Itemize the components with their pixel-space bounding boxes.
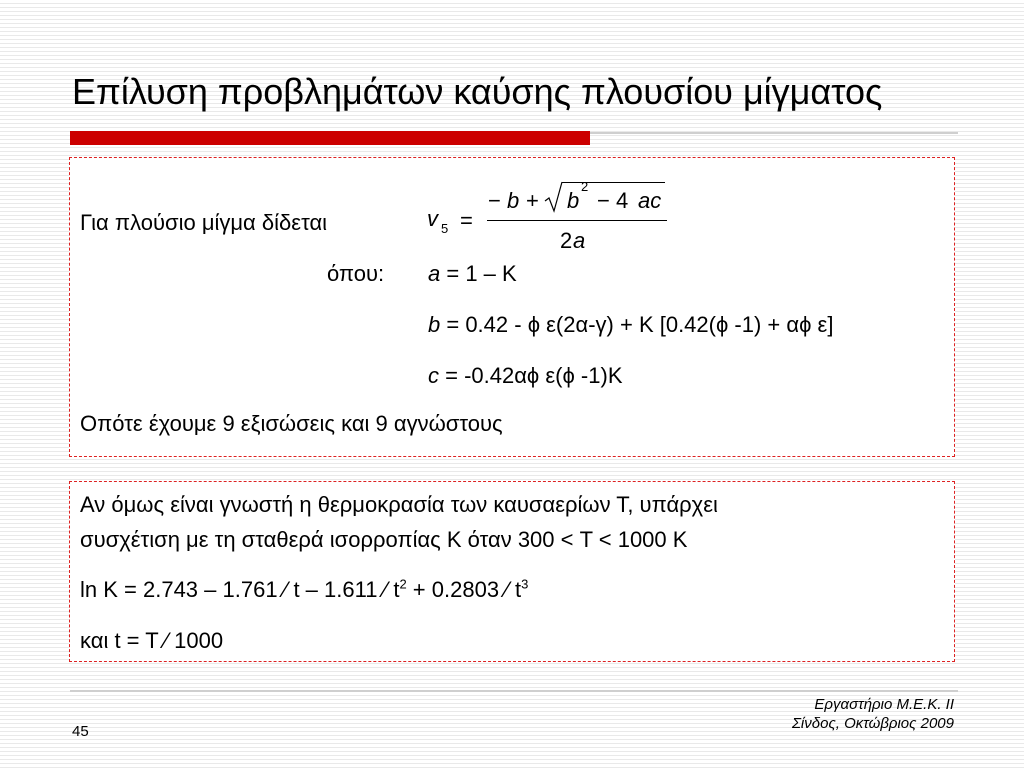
eq-num-ac: ac [638, 188, 662, 213]
eq-num-minus-4: − 4 [597, 188, 629, 213]
temp-line-1: Αν όμως είναι γνωστή η θερμοκρασία των καυσαερίων Τ, υπάρχει [80, 492, 718, 517]
eq-num-minus: − [488, 188, 501, 213]
footer-place-date: Σίνδος, Οκτώβριος 2009 [791, 714, 954, 732]
equation-box [69, 157, 955, 457]
title-accent-bar [70, 131, 590, 145]
footer-rule [70, 690, 958, 692]
intro-text: Για πλούσιο μίγμα δίδεται [80, 210, 328, 235]
where-label: όπου: [327, 261, 385, 286]
eq-den-a: a [573, 228, 586, 253]
eq-num-plus: + [526, 188, 539, 213]
line-a: a = 1 – K [428, 261, 517, 286]
eq-num-sup2: 2 [581, 179, 589, 194]
fraction-bar [487, 220, 667, 221]
slide-title: Επίλυση προβλημάτων καύσης πλουσίου μίγματος [72, 71, 883, 112]
eq-num-b: b [507, 188, 520, 213]
eq-num-b2: b [567, 188, 580, 213]
eq-v-subscript: 5 [441, 221, 449, 236]
temp-line-2: συσχέτιση με τη σταθερά ισορροπίας Κ όταν 300 < T < 1000 K [80, 527, 688, 552]
sqrt-sign-icon [544, 180, 564, 214]
eq-equals: = [460, 208, 473, 233]
line-c: c = -0.42αϕ ε(ϕ -1)K [428, 363, 623, 388]
ln-k-equation: ln K = 2.743 – 1.761 ⁄ t – 1.611 ⁄ $t^2 + 0.2803$ ⁄ $t^3$ [80, 576, 529, 602]
conclusion-text: Οπότε έχουμε 9 εξισώσεις και 9 αγνώστους [80, 411, 503, 436]
eq-den-2: 2 [560, 228, 573, 253]
footer-lab-name: Εργαστήριο Μ.Ε.Κ. ΙΙ [814, 696, 954, 713]
line-b: b = 0.42 - ϕ ε(2α-γ) + K [0.42(ϕ -1) + αϕ ε] [428, 312, 834, 337]
temperature-box [69, 481, 955, 662]
t-definition: και t = T ⁄ 1000 [80, 628, 224, 653]
eq-v-symbol: v [427, 206, 438, 231]
page-number: 45 [72, 723, 89, 740]
sqrt-overbar [562, 182, 665, 183]
footer-credit [792, 696, 954, 734]
